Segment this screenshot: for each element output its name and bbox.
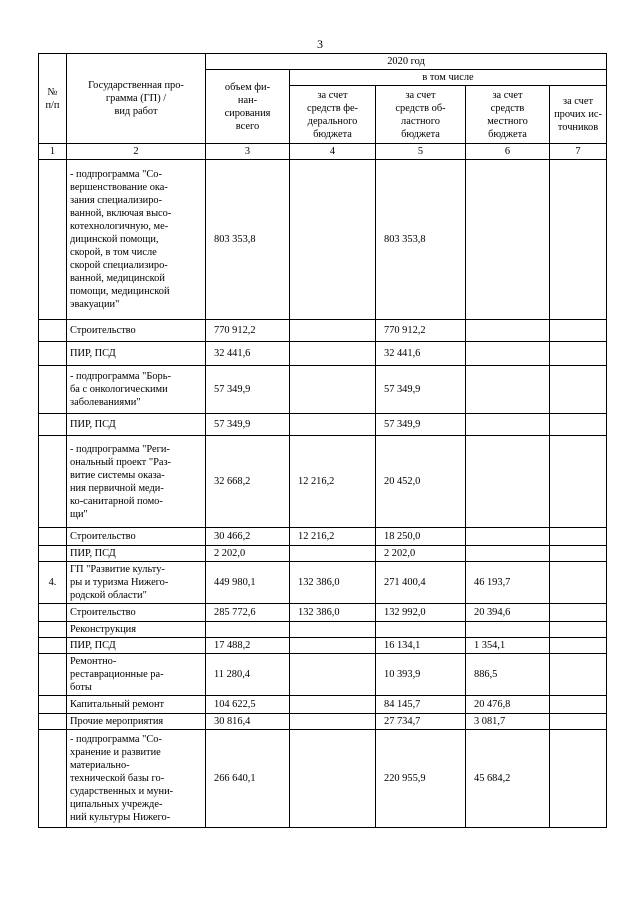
- col-number: 7: [550, 144, 607, 160]
- cell-local: 46 193,7: [466, 562, 550, 604]
- cell-local: [466, 160, 550, 320]
- cell-total: 11 280,4: [206, 654, 290, 696]
- cell-other: [550, 714, 607, 730]
- table-row: [39, 436, 607, 528]
- cell-federal: [290, 366, 376, 414]
- cell-regional: 220 955,9: [376, 730, 466, 828]
- cell-other: [550, 546, 607, 562]
- cell-local: [466, 546, 550, 562]
- cell-name: ПИР, ПСД: [67, 342, 206, 366]
- table-row: [39, 414, 607, 436]
- cell-no: [39, 528, 67, 546]
- cell-other: [550, 436, 607, 528]
- header-total: объем фи- нан- сирования всего: [206, 70, 290, 144]
- cell-regional: 10 393,9: [376, 654, 466, 696]
- table-row: [39, 562, 607, 604]
- cell-total: 449 980,1: [206, 562, 290, 604]
- table-row: [39, 546, 607, 562]
- cell-no: [39, 696, 67, 714]
- cell-federal: [290, 546, 376, 562]
- cell-local: [466, 414, 550, 436]
- col-number: 1: [39, 144, 67, 160]
- cell-other: [550, 366, 607, 414]
- cell-no: 4.: [39, 562, 67, 604]
- cell-federal: [290, 730, 376, 828]
- cell-local: [466, 436, 550, 528]
- table-row: [39, 342, 607, 366]
- header-regional: за счет средств об- ластного бюджета: [376, 86, 466, 144]
- page-number: 3: [317, 37, 323, 51]
- cell-no: [39, 546, 67, 562]
- cell-regional: 16 134,1: [376, 638, 466, 654]
- cell-no: [39, 160, 67, 320]
- table-row: [39, 366, 607, 414]
- cell-local: 45 684,2: [466, 730, 550, 828]
- cell-total: 32 441,6: [206, 342, 290, 366]
- cell-total: [206, 622, 290, 638]
- cell-total: 770 912,2: [206, 320, 290, 342]
- table-row: [39, 320, 607, 342]
- cell-name: Ремонтно- реставрационные ра- боты: [67, 654, 206, 696]
- cell-local: 1 354,1: [466, 638, 550, 654]
- cell-regional: [376, 622, 466, 638]
- cell-other: [550, 604, 607, 622]
- cell-name: - подпрограмма "Реги- ональный проект "Раз- витие системы оказа- ния первичной меди- ко-санитарной помо- щи": [67, 436, 206, 528]
- table-row: [39, 714, 607, 730]
- cell-federal: [290, 320, 376, 342]
- cell-no: [39, 654, 67, 696]
- table-body: [39, 160, 607, 828]
- header-local: за счет средств местного бюджета: [466, 86, 550, 144]
- cell-local: 20 394,6: [466, 604, 550, 622]
- cell-name: ПИР, ПСД: [67, 638, 206, 654]
- cell-name: - подпрограмма "Борь- ба с онкологическими заболеваниями": [67, 366, 206, 414]
- cell-name: - подпрограмма "Со- хранение и развитие материально- технической базы го- сударственных и муни- ципальных учрежде- ний культуры Нижего-: [67, 730, 206, 828]
- cell-total: 32 668,2: [206, 436, 290, 528]
- cell-name: ПИР, ПСД: [67, 546, 206, 562]
- cell-name: - подпрограмма "Со- вершенствование ока- зания специализиро- ванной, включая высо- котехнологичную, ме- дицинской помощи, скорой, в том числе скорой специализиро- ванной, медицинской помощи, медицинской эвакуации": [67, 160, 206, 320]
- cell-no: [39, 414, 67, 436]
- table-row: [39, 604, 607, 622]
- cell-total: 104 622,5: [206, 696, 290, 714]
- cell-other: [550, 160, 607, 320]
- cell-federal: [290, 414, 376, 436]
- cell-name: Капитальный ремонт: [67, 696, 206, 714]
- cell-total: 57 349,9: [206, 414, 290, 436]
- cell-total: 266 640,1: [206, 730, 290, 828]
- cell-no: [39, 638, 67, 654]
- header-program: Государственная про- грамма (ГП) / вид работ: [67, 54, 206, 144]
- cell-local: [466, 342, 550, 366]
- cell-federal: [290, 638, 376, 654]
- cell-local: 886,5: [466, 654, 550, 696]
- cell-other: [550, 342, 607, 366]
- cell-regional: 57 349,9: [376, 414, 466, 436]
- cell-federal: 132 386,0: [290, 604, 376, 622]
- cell-no: [39, 622, 67, 638]
- cell-other: [550, 562, 607, 604]
- cell-no: [39, 436, 67, 528]
- cell-other: [550, 730, 607, 828]
- cell-name: Реконструкция: [67, 622, 206, 638]
- cell-regional: 132 992,0: [376, 604, 466, 622]
- cell-regional: 27 734,7: [376, 714, 466, 730]
- col-number: 4: [290, 144, 376, 160]
- col-number: 3: [206, 144, 290, 160]
- cell-other: [550, 654, 607, 696]
- cell-no: [39, 366, 67, 414]
- cell-regional: 770 912,2: [376, 320, 466, 342]
- cell-regional: 2 202,0: [376, 546, 466, 562]
- cell-other: [550, 696, 607, 714]
- col-number: 2: [67, 144, 206, 160]
- header-year: 2020 год: [206, 54, 607, 70]
- cell-name: Строительство: [67, 604, 206, 622]
- financing-table: [38, 53, 607, 828]
- cell-other: [550, 622, 607, 638]
- cell-no: [39, 714, 67, 730]
- header-including: в том числе: [290, 70, 607, 86]
- cell-regional: 57 349,9: [376, 366, 466, 414]
- cell-local: 20 476,8: [466, 696, 550, 714]
- cell-regional: 32 441,6: [376, 342, 466, 366]
- cell-total: 2 202,0: [206, 546, 290, 562]
- cell-federal: [290, 622, 376, 638]
- table-row: [39, 622, 607, 638]
- cell-federal: 12 216,2: [290, 528, 376, 546]
- table-row: [39, 160, 607, 320]
- cell-federal: [290, 654, 376, 696]
- cell-total: 285 772,6: [206, 604, 290, 622]
- cell-name: Прочие мероприятия: [67, 714, 206, 730]
- cell-total: 17 488,2: [206, 638, 290, 654]
- cell-federal: [290, 342, 376, 366]
- cell-name: Строительство: [67, 528, 206, 546]
- cell-local: 3 081,7: [466, 714, 550, 730]
- header-no: № п/п: [39, 54, 67, 144]
- cell-federal: [290, 696, 376, 714]
- cell-total: 30 816,4: [206, 714, 290, 730]
- cell-other: [550, 638, 607, 654]
- cell-other: [550, 528, 607, 546]
- cell-regional: 18 250,0: [376, 528, 466, 546]
- col-number: 6: [466, 144, 550, 160]
- cell-name: Строительство: [67, 320, 206, 342]
- cell-regional: 20 452,0: [376, 436, 466, 528]
- cell-local: [466, 622, 550, 638]
- table-row: [39, 654, 607, 696]
- cell-no: [39, 730, 67, 828]
- cell-regional: 803 353,8: [376, 160, 466, 320]
- cell-regional: 84 145,7: [376, 696, 466, 714]
- cell-total: 30 466,2: [206, 528, 290, 546]
- cell-name: ПИР, ПСД: [67, 414, 206, 436]
- cell-local: [466, 320, 550, 342]
- col-number: 5: [376, 144, 466, 160]
- table-row: [39, 528, 607, 546]
- cell-name: ГП "Развитие культу- ры и туризма Нижего- родской области": [67, 562, 206, 604]
- table-row: [39, 696, 607, 714]
- cell-no: [39, 320, 67, 342]
- cell-total: 803 353,8: [206, 160, 290, 320]
- table-row: [39, 730, 607, 828]
- header-federal: за счет средств фе- дерального бюджета: [290, 86, 376, 144]
- header-other: за счет прочих ис- точников: [550, 86, 607, 144]
- cell-federal: 12 216,2: [290, 436, 376, 528]
- cell-federal: [290, 160, 376, 320]
- cell-regional: 271 400,4: [376, 562, 466, 604]
- cell-local: [466, 528, 550, 546]
- cell-no: [39, 342, 67, 366]
- cell-federal: [290, 714, 376, 730]
- cell-other: [550, 320, 607, 342]
- cell-no: [39, 604, 67, 622]
- cell-local: [466, 366, 550, 414]
- table-row: [39, 638, 607, 654]
- cell-other: [550, 414, 607, 436]
- cell-federal: 132 386,0: [290, 562, 376, 604]
- cell-total: 57 349,9: [206, 366, 290, 414]
